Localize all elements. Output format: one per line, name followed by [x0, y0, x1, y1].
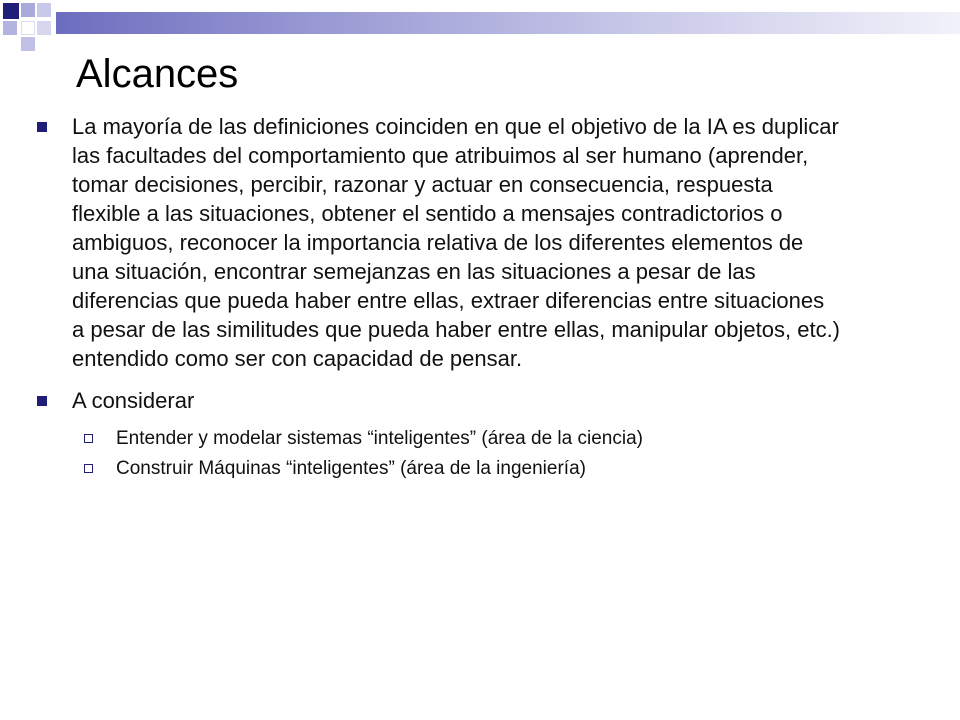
sub-bullet-text: Construir Máquinas “inteligentes” (área de la ingeniería): [116, 458, 586, 479]
square-bullet-icon: [37, 396, 47, 406]
decor-square: [37, 21, 51, 35]
slide-title: Alcances: [76, 52, 239, 96]
square-bullet-icon: [37, 122, 47, 132]
bullet-text: La mayoría de las definiciones coinciden en que el objetivo de la IA es duplicar las facultades del comportamiento que atribuimos al ser humano (aprender, tomar decisiones, percibir, razonar y actuar en consecuencia, respuesta flexible a las situaciones, obtener el sentido a mensajes contradictorios o ambiguos, reconocer la importancia relativa de los diferentes elementos de una situación, encontrar semejanzas en las situaciones a pesar de las diferencias que pueda haber entre ellas, extraer diferencias entre situaciones a pesar de las similitudes que pueda haber entre ellas, manipular objetos, etc.) entendido como ser con capacidad de pensar.: [72, 114, 841, 371]
hollow-square-bullet-icon: [84, 464, 93, 473]
sub-bullet-list: [0, 424, 960, 484]
sub-bullet-text: Entender y modelar sistemas “inteligentes” (área de la ciencia): [116, 428, 643, 449]
decor-square: [21, 37, 35, 51]
header-gradient-bar: [56, 12, 960, 34]
hollow-square-bullet-icon: [84, 434, 93, 443]
decor-square: [37, 3, 51, 17]
bullet-item: [0, 112, 842, 373]
decor-square: [21, 21, 35, 35]
slide-content: [0, 112, 960, 484]
sub-bullet-item: [0, 454, 960, 484]
sub-bullet-item: [0, 424, 960, 454]
decor-square: [21, 3, 35, 17]
bullet-text: A considerar: [72, 388, 195, 413]
bullet-item: [0, 386, 842, 415]
decor-square: [3, 3, 19, 19]
decor-square: [3, 21, 17, 35]
